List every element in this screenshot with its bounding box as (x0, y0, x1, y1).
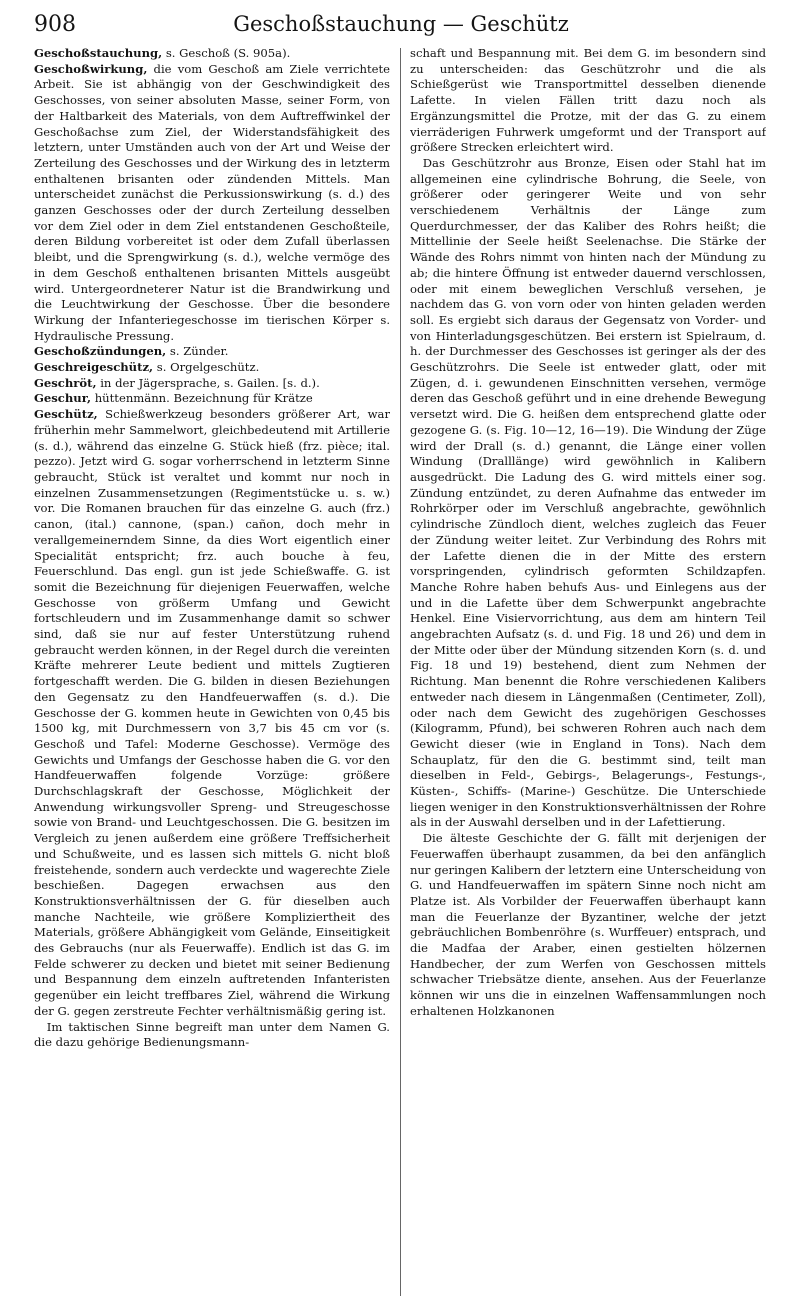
entry-paragraph (410, 156, 766, 831)
dictionary-entry (34, 360, 390, 376)
entry-headword: Geschur, (34, 391, 92, 406)
text-columns (34, 46, 766, 1298)
entry-text: die vom Geschoß am Ziele verrichtete Arbeit. Sie ist abhängig von der Geschwindigkeit des Geschosses, von seiner absoluten Masse, seiner Form, von der Haltbarkeit des Materials, von dem Auftreffwinkel der Geschoßachse zum Ziel, der Widerstandsfähigkeit des letztern, unter Umständen auch von der Art und Weise der Zerteilung des Geschosses und der Wirkung des in letzterm enthaltenen brisanten oder zündenden Mittels. Man unterscheidet zunächst die Perkussionswirkung (s. d.) des ganzen Geschosses oder der durch Zerteilung desselben vor dem Ziel oder in dem Ziel entstandenen Geschoßteile, deren Bildung vorbereitet ist oder dem Zufall überlassen bleibt, und die Sprengwirkung (s. d.), welche vermöge des in dem Geschoß enthaltenen brisanten Mittels ausgeübt wird. Untergeordneterer Natur ist die Brandwirkung und die Leuchtwirkung der Geschosse. Über die besondere Wirkung der Infanteriegeschosse im tierischen Körper s. Hydraulische Pressung. (34, 61, 390, 343)
entry-paragraph (34, 1020, 390, 1051)
entry-text: Das Geschützrohr aus Bronze, Eisen oder Stahl hat im allgemeinen eine cylindrische Bohrung, die Seele, von größerer oder geringerer Weite und von sehr verschiedenem Verhältnis der Länge zum Querdurchmesser, der das Kaliber des Rohrs heißt; die Mittellinie der Seele heißt Seelenachse. Die Stärke der Wände des Rohrs nimmt von hinten nach der Mündung zu ab; die hintere Öffnung ist entweder dauernd verschlossen, oder mit einem beweglichen Verschluß versehen, je nachdem das G. von vorn oder von hinten geladen werden soll. Es ergiebt sich daraus der Gegensatz von Vorder- und von Hinterladungsgeschützen. Bei erstern ist Spielraum, d. h. der Durchmesser des Geschosses ist geringer als der des Geschützrohrs. Die Seele ist entweder glatt, oder mit Zügen, d. i. gewundenen Einschnitten versehen, vermöge deren das Geschoß geführt und in eine drehende Bewegung versetzt wird. Die G. heißen dem entsprechend glatte oder gezogene G. (s. Fig. 10—12, 16—19). Die Windung der Züge wird der Drall (s. d.) genannt, die Länge einer vollen Windung (Dralllänge) wird gewöhnlich in Kalibern ausgedrückt. Die Ladung des G. wird mittels einer sog. Zündung entzündet, zu deren Aufnahme das entweder im Rohrkörper oder im Verschluß angebrachte, gewöhnlich cylindrische Zündloch dient, welches zugleich das Feuer der Zündung weiter leitet. Zur Verbindung des Rohrs mit der Lafette dienen die in der Mitte des erstern vorspringenden, cylindrisch geformten Schildzapfen. Manche Rohre haben behufs Aus- und Einlegens aus der und in die Lafette über dem Schwerpunkt angebrachte Henkel. Eine Visiervorrichtung, aus dem am hintern Teil angebrachten Aufsatz (s. d. und Fig. 18 und 26) und dem in der Mitte oder über der Mündung sitzenden Korn (s. d. und Fig. 18 und 19) bestehend, dient zum Nehmen der Richtung. Man benennt die Rohre verschiedenen Kalibers entweder nach diesem in Längenmaßen (Centimeter, Zoll), oder nach dem Gewicht des zugehörigen Geschosses (Kilogramm, Pfund), bei schweren Rohren auch nach dem Gewicht dieser (wie in England in Tons). Nach dem Schauplatz, für den die G. bestimmt sind, teilt man dieselben in Feld-, Gebirgs-, Belagerungs-, Festungs-, Küsten-, Schiffs- (Marine-) Geschütze. Die Unterschiede liegen weniger in den Konstruktionsverhältnissen der Rohre als in der Auswahl derselben und in der Lafettierung. (410, 155, 766, 830)
right-column (410, 46, 766, 1298)
entry-text: Schießwerkzeug besonders größerer Art, war früherhin mehr Sammelwort, gleichbedeutend mit Artillerie (s. d.), während das einzelne G. Stück hieß (frz. pièce; ital. pezzo). Jetzt wird G. sogar vorherrschend in letzterm Sinne gebraucht, Stück ist veraltet und kommt nur noch in einzelnen Zusammensetzungen (Regimentstücke u. s. w.) vor. Die Romanen brauchen für das einzelne G. auch (frz.) canon, (ital.) cannone, (span.) cañon, doch mehr in verallgemeinerndem Sinne, da dies Wort eigentlich einer Specialität entspricht; frz. auch bouche à feu, Feuerschlund. Das engl. gun ist jede Schießwaffe. G. ist somit die Bezeichnung für diejenigen Feuerwaffen, welche Geschosse von größerm Umfang und Gewicht fortschleudern und im Zusammenhange damit so schwer sind, daß sie nur auf fester Unterstützung ruhend gebraucht werden können, in der Regel durch die vereinten Kräfte mehrerer Leute bedient und mittels Zugtieren fortgeschafft werden. Die G. bilden in diesen Beziehungen den Gegensatz zu den Handfeuerwaffen (s. d.). Die Geschosse der G. kommen heute in Gewichten von 0,45 bis 1500 kg, mit Durchmessern von 3,7 bis 45 cm vor (s. Geschoß und Tafel: Moderne Geschosse). Vermöge des Gewichts und Umfangs der Geschosse haben die G. vor den Handfeuerwaffen folgende Vorzüge: größere Durchschlagskraft der Geschosse, Möglichkeit der Anwendung wirkungsvoller Spreng- und Streugeschosse sowie von Brand- und Leuchtgeschossen. Die G. besitzen im Vergleich zu jenen außerdem eine größere Treffsicherheit und Schußweite, und es lassen sich mittels G. nicht bloß freistehende, sondern auch verdeckte und wagerechte Ziele beschießen. Dagegen erwachsen aus den Konstruktionsverhältnissen der G. für dieselben auch manche Nachteile, wie größere Kompliziertheit des Materials, größere Abhängigkeit vom Gelände, Einseitigkeit des Gebrauchs (nur als Feuerwaffe). Endlich ist das G. im Felde schwerer zu decken und bietet mit seiner Bedienung und Bespannung dem einzeln auftretenden Infanteristen gegenüber ein leicht treffbares Ziel, während die Wirkung der G. gegen zerstreute Fechter verhältnismäßig gering ist. (34, 407, 390, 1018)
entry-text: schaft und Bespannung mit. Bei dem G. im besondern sind zu unterscheiden: das Geschützrohr und die als Schießgerüst wie Transportmittel desselben dienende Lafette. In vielen Fällen tritt dazu noch als Ergänzungsmittel die Protze, mit der das G. zu einem vierräderigen Fuhrwerk umgeformt und der Transport auf größere Strecken erleichtert wird. (410, 46, 766, 155)
column-divider (400, 48, 401, 1296)
dictionary-entry (34, 376, 390, 392)
left-column (34, 46, 390, 1298)
entry-text: Im taktischen Sinne begreift man unter dem Namen G. die dazu gehörige Bedienungsmann- (34, 1019, 390, 1050)
entry-headword: Geschoßstauchung, (34, 46, 163, 60)
entry-text: s. Geschoß (S. 905a). (162, 46, 291, 60)
entry-text: in der Jägersprache, s. Gailen. [s. d.). (96, 375, 320, 390)
dictionary-entry (34, 407, 390, 1019)
running-head: Geschoßstauchung — Geschütz (233, 12, 569, 36)
entry-text: hüttenmänn. Bezeichnung für Krätze (91, 391, 313, 406)
page-number: 908 (34, 12, 76, 37)
entry-headword: Geschütz, (34, 407, 98, 422)
dictionary-entry (34, 46, 390, 62)
entry-headword: Geschoßzündungen, (34, 344, 167, 359)
entry-paragraph (410, 46, 766, 156)
entry-headword: Geschreigeschütz, (34, 360, 154, 375)
entry-text: s. Zünder. (166, 344, 229, 359)
entry-headword: Geschröt, (34, 375, 97, 390)
dictionary-entry (34, 391, 390, 407)
dictionary-entry (34, 62, 390, 345)
entry-headword: Geschoßwirkung, (34, 61, 148, 76)
page-header (34, 12, 766, 46)
dictionary-entry (34, 344, 390, 360)
entry-text: Die älteste Geschichte der G. fällt mit derjenigen der Feuerwaffen überhaupt zusammen, da bei den anfänglich nur geringen Kalibern der letztern eine Unterscheidung von G. und Handfeuerwaffen im spätern Sinne noch nicht am Platze ist. Als Vorbilder der Feuerwaffen überhaupt kann man die Feuerlanze der Byzantiner, welche der jetzt gebräuchlichen Bombenröhre (s. Wurffeuer) entsprach, und die Madfaa der Araber, einen gestielten hölzernen Handbecher, der zum Werfen von Geschossen mittels schwacher Triebsätze diente, ansehen. Aus der Feuerlanze können wir uns die in einzelnen Waffensammlungen noch erhaltenen Holzkanonen (410, 831, 766, 1018)
entry-text: s. Orgelgeschütz. (153, 360, 260, 375)
entry-paragraph (410, 831, 766, 1019)
